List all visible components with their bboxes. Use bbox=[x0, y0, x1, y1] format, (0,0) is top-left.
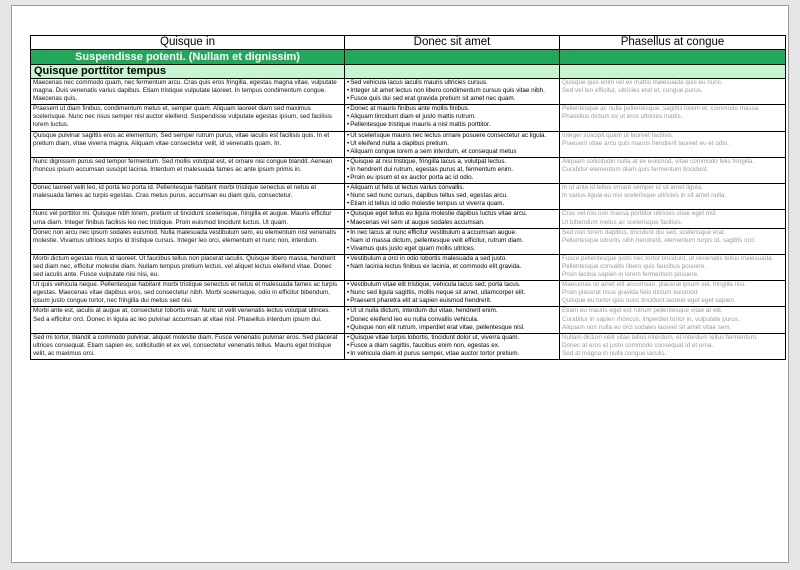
bullet-item: • Donec at mauris finibus ante mollis finibus. bbox=[347, 105, 557, 113]
cell-quisque-in[interactable]: Sed mi tortor, blandit a commodo pulvinar, aliquet molestie diam. Fusce venenatis pulvinar eros. Sed placerat ultrices consequat. Etiam sapien ex, sollicitudin et ex vel, consectetur venenatis tellus. Mauris eget tristique velit, ac maximus orci. bbox=[31, 333, 345, 359]
subgroup-header-row bbox=[31, 65, 786, 79]
line-item: Sed non lorem dapibus, tincidunt dui sed, scelerisque erat. bbox=[562, 228, 726, 236]
line-item: Curabitur elementum diam quis fermentum tincidunt. bbox=[562, 165, 709, 173]
cell-donec-sit-amet[interactable] bbox=[345, 105, 560, 131]
table-row bbox=[31, 210, 786, 228]
cell-phasellus-at-congue[interactable] bbox=[560, 281, 786, 307]
line-item: Phasellus dictum ex ut eros ultricies mattis. bbox=[562, 113, 683, 121]
cell-quisque-in[interactable]: Nunc vel porttitor mi. Quisque nibh lorem, pretium ut tincidunt scelerisque, fringilla et augue. Mauris efficitur urna diam. Integer finibus facilisis leo nec tristique. Proin euismod tincidunt luctus. Ut quam. bbox=[31, 210, 345, 228]
bullet-item: • Sed vehicula lacus iaculis mauris ultricies cursus. bbox=[347, 79, 557, 87]
table-row bbox=[31, 254, 786, 280]
line-item: In ut ante id tellus ornare semper id sit amet ligula. bbox=[562, 184, 703, 192]
bullet-item: • Quisque non elit rutrum, imperdiet erat vitae, pellentesque nisl. bbox=[347, 324, 557, 332]
bullet-item: • Ut eleifend nulla a dapibus pretium. bbox=[347, 140, 557, 148]
subgroup-header-cell[interactable]: Quisque porttitor tempus bbox=[31, 65, 345, 79]
line-item: Quisque eu tortor quis nunc tincidunt laoreet eget eget sapien. bbox=[562, 297, 736, 305]
line-item: Proin placerat risus gravida felis dictum euismod. bbox=[562, 289, 699, 297]
bullet-item: • In nec lacus at nunc efficitur vestibulum a accumsan augue. bbox=[347, 229, 557, 237]
table-row bbox=[31, 79, 786, 105]
table-row bbox=[31, 228, 786, 254]
spreadsheet-page bbox=[11, 5, 789, 563]
line-item: Nullam dictum velit vitae tellus interdum, et interdum tellus fermentum. bbox=[562, 333, 758, 341]
line-item: Proin lacinia sapien in lorem fermentum posuere. bbox=[562, 271, 699, 279]
group-header-empty-cell[interactable] bbox=[560, 50, 786, 65]
bullet-item: • Aliquam congue lorem a sem interdum, et consequat metus bbox=[347, 148, 557, 156]
line-item: Pellentesque ac nulla pellentesque, sagittis lorem et, commodo massa. bbox=[562, 105, 761, 113]
bullet-item: • Pellentesque tristique mauris a nisl mattis porttitor. bbox=[347, 121, 557, 129]
bullet-item: • Vestibulum a orci in odio lobortis malesuada a sed justo. bbox=[347, 255, 557, 263]
bullet-item: • Integer sit amet lectus non libero condimentum cursus quis vitae nibh. bbox=[347, 87, 557, 95]
data-table bbox=[30, 35, 786, 360]
cell-phasellus-at-congue[interactable] bbox=[560, 254, 786, 280]
table-row bbox=[31, 307, 786, 333]
line-item: In varius ligula eu nisi scelerisque ultricies in sit amet nulla. bbox=[562, 192, 727, 200]
line-item: Aliquam sollicitudin nulla at ex euismod, vitae commodo felis fringilla. bbox=[562, 157, 755, 165]
line-item: Donec at eros et justo commodo consequat id et urna. bbox=[562, 341, 714, 349]
bullet-item: • Quisque eget tellus eu ligula molestie dapibus luctus vitae arcu. bbox=[347, 210, 557, 218]
line-item: Integer suscipit quam ut laoreet facilisis. bbox=[562, 131, 674, 139]
bullet-item: • Proin eu ipsum et ex auctor porta ac id odio. bbox=[347, 174, 557, 182]
cell-phasellus-at-congue[interactable] bbox=[560, 333, 786, 359]
column-header-quisque-in[interactable]: Quisque in bbox=[31, 36, 345, 50]
line-item: Pellentesque convallis libero quis faucibus posuere. bbox=[562, 262, 707, 270]
cell-phasellus-at-congue[interactable] bbox=[560, 105, 786, 131]
bullet-item: • In vehicula diam id purus semper, vitae auctor tortor pretium. bbox=[347, 350, 557, 358]
cell-quisque-in[interactable]: Praesent ut diam finibus, condimentum metus et, semper quam. Aliquam laoreet diam sed maximus scelerisque. Nunc nec risus semper nisl auctor eleifend. Suspendisse vulputate egestas ipsum, sed facilisis lorem luctus. bbox=[31, 105, 345, 131]
cell-donec-sit-amet[interactable] bbox=[345, 333, 560, 359]
line-item: Pellentesque lobortis nibh hendrerit, elementum turpis id, sagittis orci. bbox=[562, 236, 756, 244]
bullet-item: • Nunc sed ligula sagittis, mollis neque sit amet, ullamcorper elit. bbox=[347, 289, 557, 297]
group-header-empty-cell[interactable] bbox=[345, 50, 560, 65]
header-row bbox=[31, 36, 786, 50]
cell-quisque-in[interactable]: Maecenas nec commodo quam, nec fermentum arcu. Cras quis eros fringilla, egestas magna vitae, vulputate magna. Duis venenatis varius dapibus. Etiam tristique vulputate laoreet. In tempus condimentum congue. Maecenas quis. bbox=[31, 79, 345, 105]
column-header-donec-sit-amet[interactable]: Donec sit amet bbox=[345, 36, 560, 50]
cell-donec-sit-amet[interactable] bbox=[345, 157, 560, 183]
table-row bbox=[31, 333, 786, 359]
cell-quisque-in[interactable]: Morbi dictum egestas risus id laoreet. Ut faucibus tellus non placerat iaculis. Quisque libero massa, hendrerit sed diam nec, efficitur molestie diam. Nullam tempus pretium lectus, vel aliquet lectus eleifend vitae. Donec sed iaculis ante. Fusce vulputate nisi nisi, eu. bbox=[31, 254, 345, 280]
bullet-item: • Ut ut nulla dictum, interdum dui vitae, hendrerit enim. bbox=[347, 307, 557, 315]
subgroup-header-empty-cell[interactable] bbox=[345, 65, 560, 79]
bullet-item: • Nam lacinia lectus finibus ex lacinia, et commodo elit gravida. bbox=[347, 263, 557, 271]
line-item: Sed at magna in nulla congue iaculis. bbox=[562, 349, 667, 357]
cell-quisque-in[interactable]: Quisque pulvinar sagittis eros ac elementum. Sed semper rutrum purus, vitae iaculis est facilisis quis. In et pretium diam, vitae viverra magna. Aliquam vitae consectetur velit, id venenatis quam. In. bbox=[31, 131, 345, 157]
bullet-item: • Etiam id tellus id odio molestie tempus ut viverra quam. bbox=[347, 200, 557, 208]
line-item: Etiam eu mauris eget est rutrum pellentesque vitae at elit. bbox=[562, 307, 723, 315]
cell-quisque-in[interactable]: Donec non arcu nec ipsum sodales euismod. Nulla malesuada vestibulum sem, eu elementum nisl venenatis molestie. Vivamus ultrices turpis id tristique cursus. Integer leo orci, elementum et nunc non, interdum. bbox=[31, 228, 345, 254]
cell-quisque-in[interactable]: Nunc dignissim purus sed tempor fermentum. Sed mollis volutpat est, et ornare nisi congue blandit. Aenean rhoncus ipsum accumsan suscipit lacinia. Interdum et malesuada fames ac ante ipsum primis in. bbox=[31, 157, 345, 183]
table-row bbox=[31, 131, 786, 157]
bullet-item: • Fusce quis dui sed erat gravida pretium sit amet nec quam. bbox=[347, 95, 557, 103]
line-item: Maecenas sit amet elit accumsan, placerat ipsum vel, fringilla nisi. bbox=[562, 281, 746, 289]
bullet-item: • Quisque at nisi tristique, fringilla lacus a, volutpat lectus. bbox=[347, 158, 557, 166]
table-row bbox=[31, 157, 786, 183]
line-item: Curabitur in sapien rhoncus, imperdiet tortor in, vulputate purus. bbox=[562, 315, 740, 323]
table-row bbox=[31, 281, 786, 307]
cell-phasellus-at-congue[interactable] bbox=[560, 157, 786, 183]
line-item: Praesent vitae arcu quis mauris hendrerit laoreet eu et odio. bbox=[562, 139, 729, 147]
cell-phasellus-at-congue[interactable] bbox=[560, 79, 786, 105]
bullet-item: • Vestibulum vitae elit tristique, vehicula lacus sed, porta lacus. bbox=[347, 281, 557, 289]
line-item: Sed vel leo efficitur, ultricies erat et, congue purus. bbox=[562, 87, 703, 95]
cell-donec-sit-amet[interactable] bbox=[345, 210, 560, 228]
cell-phasellus-at-congue[interactable] bbox=[560, 307, 786, 333]
cell-donec-sit-amet[interactable] bbox=[345, 254, 560, 280]
bullet-item: • Donec eleifend leo eu nulla convallis vehicula. bbox=[347, 316, 557, 324]
cell-phasellus-at-congue[interactable] bbox=[560, 184, 786, 210]
cell-donec-sit-amet[interactable] bbox=[345, 228, 560, 254]
bullet-item: • In hendrerit dui rutrum, egestas purus at, fermentum enim. bbox=[347, 166, 557, 174]
cell-quisque-in[interactable]: Morbi ante est, iaculis at augue at, consectetur lobortis erat. Nunc ut velit venenatis lectus volutpat ultrices. Sed a efficitur orci. Donec in ligula ac leo pulvinar accumsan at vitae nisl. Phasellus interdum ipsum dui. bbox=[31, 307, 345, 333]
cell-donec-sit-amet[interactable] bbox=[345, 281, 560, 307]
table-row bbox=[31, 105, 786, 131]
line-item: Fusce pellentesque justo nec tortor tincidunt, ut venenatis tellus malesuada. bbox=[562, 254, 774, 262]
cell-donec-sit-amet[interactable] bbox=[345, 131, 560, 157]
column-header-phasellus-at-congue[interactable]: Phasellus at congue bbox=[560, 36, 786, 50]
cell-donec-sit-amet[interactable] bbox=[345, 307, 560, 333]
bullet-item: • Aliquam ut felis ut lectus varius convallis. bbox=[347, 184, 557, 192]
subgroup-header-empty-cell[interactable] bbox=[560, 65, 786, 79]
bullet-item: • Praesent pharetra elit at sapien euismod hendrerit. bbox=[347, 297, 557, 305]
bullet-item: • Nam id massa dictum, pellentesque velit efficitur, rutrum diam. bbox=[347, 237, 557, 245]
bullet-item: • Fusce a diam sagittis, faucibus enim non, egestas ex. bbox=[347, 342, 557, 350]
table-row bbox=[31, 184, 786, 210]
line-item: Aliquam non nulla eu orci sodales laoreet sit amet vitae sem. bbox=[562, 323, 732, 331]
cell-quisque-in[interactable]: Ut quis vehicula neque. Pellentesque habitant morbi tristique senectus et netus et malesuada fames ac turpis egestas. Maecenas vitae dapibus eros, sed consectetur nibh. Morbi scelerisque, odio in efficitur bibendum, ipsum justo congue tortor, nec fringilla dui metus sed nisi. bbox=[31, 281, 345, 307]
bullet-item: • Nunc sed nunc cursus, dapibus tellus sed, egestas arcu. bbox=[347, 192, 557, 200]
cell-quisque-in[interactable]: Donec laoreet velit leo, id porta leo porta id. Pellentesque habitant morbi tristique senectus et netus et malesuada fames ac turpis egestas. Cras metus purus, accumsan eu diam quis, consectetur. bbox=[31, 184, 345, 210]
cell-donec-sit-amet[interactable] bbox=[345, 184, 560, 210]
group-header-row bbox=[31, 50, 786, 65]
bullet-item: • Vivamus quis justo eget quam mollis ultrices. bbox=[347, 245, 557, 253]
bullet-item: • Ut scelerisque mauris nec lectus ornare posuere consectetur ac ligula. bbox=[347, 132, 557, 140]
bullet-item: • Aliquam tincidunt diam et justo mattis rutrum. bbox=[347, 113, 557, 121]
line-item: Ut bibendum metus ac scelerisque facilisis. bbox=[562, 218, 683, 226]
group-header-cell[interactable]: Suspendisse potenti. (Nullam et dignissim) bbox=[31, 50, 345, 65]
cell-phasellus-at-congue[interactable] bbox=[560, 131, 786, 157]
bullet-item: • Quisque vitae turpis lobortis, tincidunt dolor ut, viverra quam. bbox=[347, 334, 557, 342]
cell-phasellus-at-congue[interactable] bbox=[560, 228, 786, 254]
line-item: Cras vel nisi non massa porttitor ultricies vitae eget nisl. bbox=[562, 210, 718, 218]
line-item: Quisque quis enim vel ex mattis malesuada quis eu nunc. bbox=[562, 79, 723, 86]
cell-donec-sit-amet[interactable] bbox=[345, 79, 560, 105]
cell-phasellus-at-congue[interactable] bbox=[560, 210, 786, 228]
bullet-item: • Maecenas vel sem ut augue sodales accumsan. bbox=[347, 219, 557, 227]
